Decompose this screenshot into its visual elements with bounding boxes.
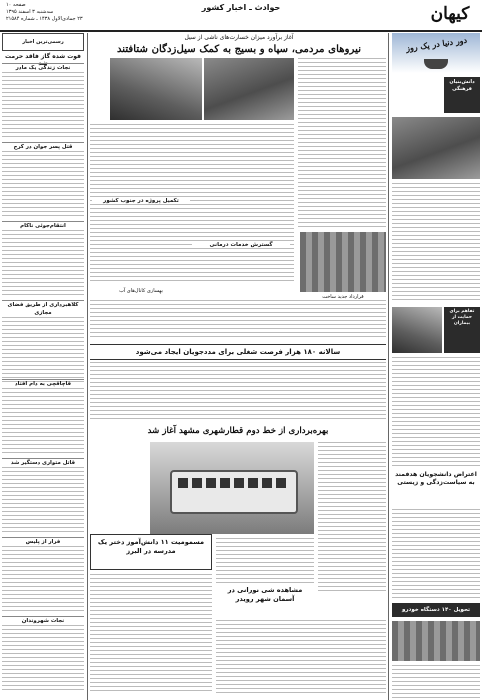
- culture-box: [444, 77, 480, 113]
- news-photo-right-2: [392, 307, 442, 353]
- left-sidebar-items: [2, 63, 84, 699]
- metro-headline: بهره‌برداری از خط دوم قطارشهری مشهد آغاز شد: [147, 426, 329, 436]
- metro-text-right: [318, 442, 386, 592]
- left-item-title: کلاهبرداری از طریق فضای مجازی: [7, 302, 79, 316]
- metro-side-headline: [90, 534, 212, 570]
- lead-text-col: [298, 58, 386, 228]
- left-item: [2, 537, 84, 613]
- metro-text-bottom: [216, 620, 386, 694]
- left-item: [2, 616, 84, 692]
- date-line-1: سه‌شنبه ۳ اسفند ۱۳۹۵: [6, 9, 54, 15]
- lead-text-under: [90, 124, 294, 284]
- vehicle-box-title: تحویل ۱۴۰ دستگاه خودرو: [401, 607, 471, 613]
- left-item-body: [2, 467, 84, 532]
- left-item-title: قاچاقچی به دام افتاد: [14, 381, 72, 387]
- train-icon: [170, 470, 298, 514]
- left-item-body: [2, 317, 84, 382]
- strip-banner-text: سالانه ۱۸۰ هزار فرصت شغلی برای مددجویان ایجاد می‌شود: [135, 348, 341, 356]
- support-box: [444, 307, 480, 353]
- left-item-title: فرار از پلیس: [25, 539, 61, 545]
- page-label: صفحه ۱۰: [6, 2, 26, 8]
- metro-side-headline-text: مسمومیت ۱۱ دانش‌آموز دختر یک مدرسه در البرز: [97, 538, 205, 555]
- divider-center: [388, 33, 389, 700]
- metro-text-left: [90, 574, 212, 694]
- train-window-strip: [178, 478, 286, 488]
- left-item-title: نجات زندگی یک مادر: [15, 65, 71, 71]
- right-text-4: [392, 665, 480, 700]
- left-item-body: [2, 72, 84, 137]
- ship-icon: [424, 59, 448, 69]
- news-photo-right-3: [392, 621, 480, 661]
- left-sidebar-header: [2, 33, 84, 51]
- middle-headline-1: تکمیل پروژه در جنوب کشور: [92, 198, 190, 204]
- logo-text: کیهان: [430, 4, 470, 24]
- support-box-title: تفاهم برای حمایت از بیماران: [449, 309, 475, 326]
- left-item: [2, 221, 84, 297]
- left-item: [2, 379, 84, 455]
- left-item-title: انتقام‌جوئی ناکام: [20, 223, 66, 229]
- lead-photo-2: [110, 58, 202, 120]
- metro-bottom-headline: [216, 586, 314, 616]
- lead-photo-1: [204, 58, 294, 120]
- left-item-title: نجات شهروندان: [21, 618, 65, 624]
- metro-photo: [150, 442, 314, 534]
- right-text-1: [392, 183, 480, 303]
- middle-caption-2: بهسازی کانال‌های آب: [92, 288, 190, 294]
- divider-left: [87, 33, 88, 700]
- right-text-2: [392, 357, 480, 467]
- left-item: [2, 142, 84, 218]
- right-column: [390, 33, 482, 700]
- culture-box-title: دانش‌بنیان فرهنگی: [449, 79, 475, 92]
- left-item-body: [2, 151, 84, 216]
- left-item: [2, 300, 84, 376]
- left-item-title: قاتل متواری دستگیر شد: [10, 460, 76, 466]
- strip-text: [90, 362, 386, 422]
- middle-headline-2: گسترش خدمات درمانی: [192, 242, 290, 248]
- lead-kicker: آغاز برآورد میزان خسارت‌های ناشی از سیل: [184, 34, 294, 41]
- right-text-3: [392, 509, 480, 599]
- metro-bottom-headline-text: مشاهده شی نورانی در آسمان شهر رویدر: [227, 586, 303, 603]
- metro-text-mid: [216, 538, 314, 584]
- vehicle-box: [392, 603, 480, 617]
- date-line-2: ۲۳ جمادی‌الاول ۱۴۳۸ ـ شماره ۲۱۵۸۴: [6, 16, 83, 22]
- news-photo-right: [392, 117, 480, 179]
- left-sidebar: [0, 33, 86, 700]
- strip-banner: [90, 344, 386, 360]
- left-item-body: [2, 388, 84, 453]
- section-title: حوادث ـ اخبار کشور: [201, 3, 281, 12]
- left-sidebar-headline: فوت شده گاز فاقد حرمت شد: [5, 53, 81, 67]
- left-item-body: [2, 546, 84, 611]
- left-item-title: قتل پسر جوان در کرج: [13, 144, 73, 150]
- left-item: [2, 63, 84, 139]
- right-headline-1: [392, 471, 480, 505]
- lead-headline: نیروهای مردمی، سپاه و بسیج به کمک سیل‌زدگان شتافتند: [116, 43, 362, 55]
- middle-photo: [300, 232, 386, 292]
- world-banner: [392, 33, 480, 73]
- middle-caption-1: قرارداد جدید ساخت: [322, 294, 364, 300]
- world-banner-text: دور دنیا در یک روز: [405, 34, 468, 54]
- culture-text: [392, 77, 442, 113]
- left-item: [2, 458, 84, 534]
- left-sidebar-tag: رسمی‌ترین اخبار: [22, 39, 64, 45]
- right-headline-1-text: اعتراض دانشجویان هدفمند به سیاست‌زدگی و زیستی: [395, 471, 477, 486]
- masthead: [0, 0, 482, 32]
- middle-text-lower: [90, 300, 386, 340]
- left-item-body: [2, 625, 84, 690]
- left-item-body: [2, 230, 84, 295]
